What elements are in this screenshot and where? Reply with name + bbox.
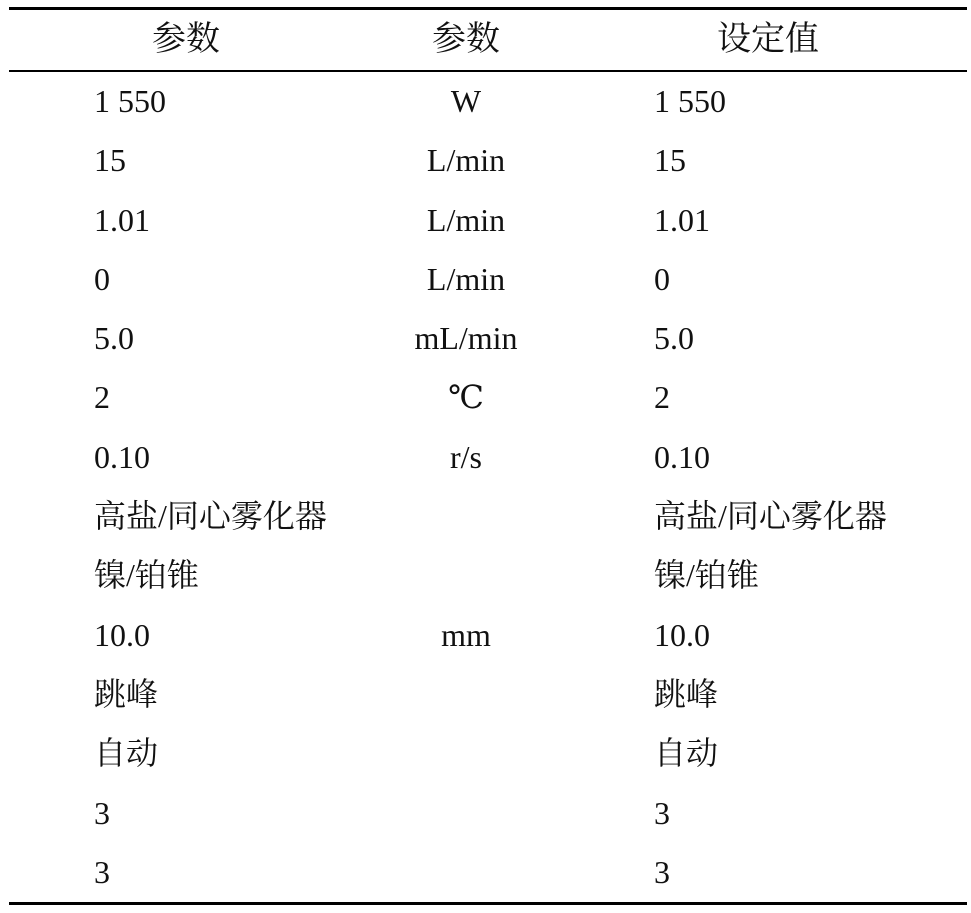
cell-unit	[363, 784, 569, 843]
cell-value: 跳峰	[654, 675, 719, 712]
cell-value: 镍/铂锥	[654, 557, 759, 594]
cell-value: 0	[654, 260, 670, 297]
cell-unit	[363, 546, 569, 605]
cell-param: 2	[94, 379, 110, 416]
header-cell-param-2: 参数	[432, 21, 500, 58]
cell-value: 自动	[654, 735, 719, 772]
cell-unit: W	[450, 83, 482, 119]
cell-unit: mL/min	[414, 320, 518, 357]
cell-unit: r/s	[450, 438, 482, 475]
cell-value: 高盐/同心雾化器	[654, 498, 887, 535]
cell-param: 0	[94, 260, 110, 297]
cell-unit	[363, 843, 569, 902]
table-row	[9, 191, 967, 250]
cell-param: 10.0	[94, 616, 150, 653]
cell-value: 3	[654, 794, 670, 831]
table-row	[9, 309, 967, 368]
cell-value: 1.01	[654, 201, 710, 238]
header-cell-setpoint: 设定值	[717, 21, 819, 58]
cell-unit: L/min	[426, 142, 506, 179]
cell-param: 自动	[94, 735, 159, 772]
table-body	[9, 72, 967, 902]
cell-value: 1 550	[654, 83, 726, 119]
cell-value: 0.10	[654, 438, 710, 475]
cell-param: 1 550	[94, 83, 166, 119]
table-row	[9, 665, 967, 724]
cell-param: 3	[94, 853, 110, 890]
cell-unit: mm	[441, 616, 491, 653]
table-row	[9, 428, 967, 487]
table-row	[9, 131, 967, 190]
table-header-row	[9, 10, 967, 70]
table-row	[9, 546, 967, 605]
cell-unit	[363, 665, 569, 724]
table-row	[9, 843, 967, 902]
cell-unit: L/min	[426, 201, 506, 238]
table-row	[9, 784, 967, 843]
table-row	[9, 606, 967, 665]
cell-param: 1.01	[94, 201, 150, 238]
table-bottom-rule	[9, 902, 967, 905]
cell-value: 10.0	[654, 616, 710, 653]
header-cell-param-1: 参数	[152, 21, 220, 58]
parameter-table	[9, 7, 967, 905]
cell-unit: ℃	[448, 379, 484, 416]
table-row	[9, 250, 967, 309]
cell-param: 3	[94, 794, 110, 831]
cell-param: 5.0	[94, 320, 134, 357]
cell-value: 2	[654, 379, 670, 416]
cell-value: 5.0	[654, 320, 694, 357]
cell-param: 跳峰	[94, 675, 159, 712]
table-row	[9, 72, 967, 131]
table-row	[9, 368, 967, 427]
table-row	[9, 724, 967, 783]
cell-param: 高盐/同心雾化器	[94, 498, 327, 535]
cell-unit	[363, 724, 569, 783]
cell-param: 镍/铂锥	[94, 557, 199, 594]
cell-unit	[363, 487, 569, 546]
cell-unit: L/min	[426, 260, 506, 297]
cell-param: 15	[94, 142, 126, 179]
cell-param: 0.10	[94, 438, 150, 475]
cell-value: 15	[654, 142, 686, 179]
cell-value: 3	[654, 853, 670, 890]
table-row	[9, 487, 967, 546]
